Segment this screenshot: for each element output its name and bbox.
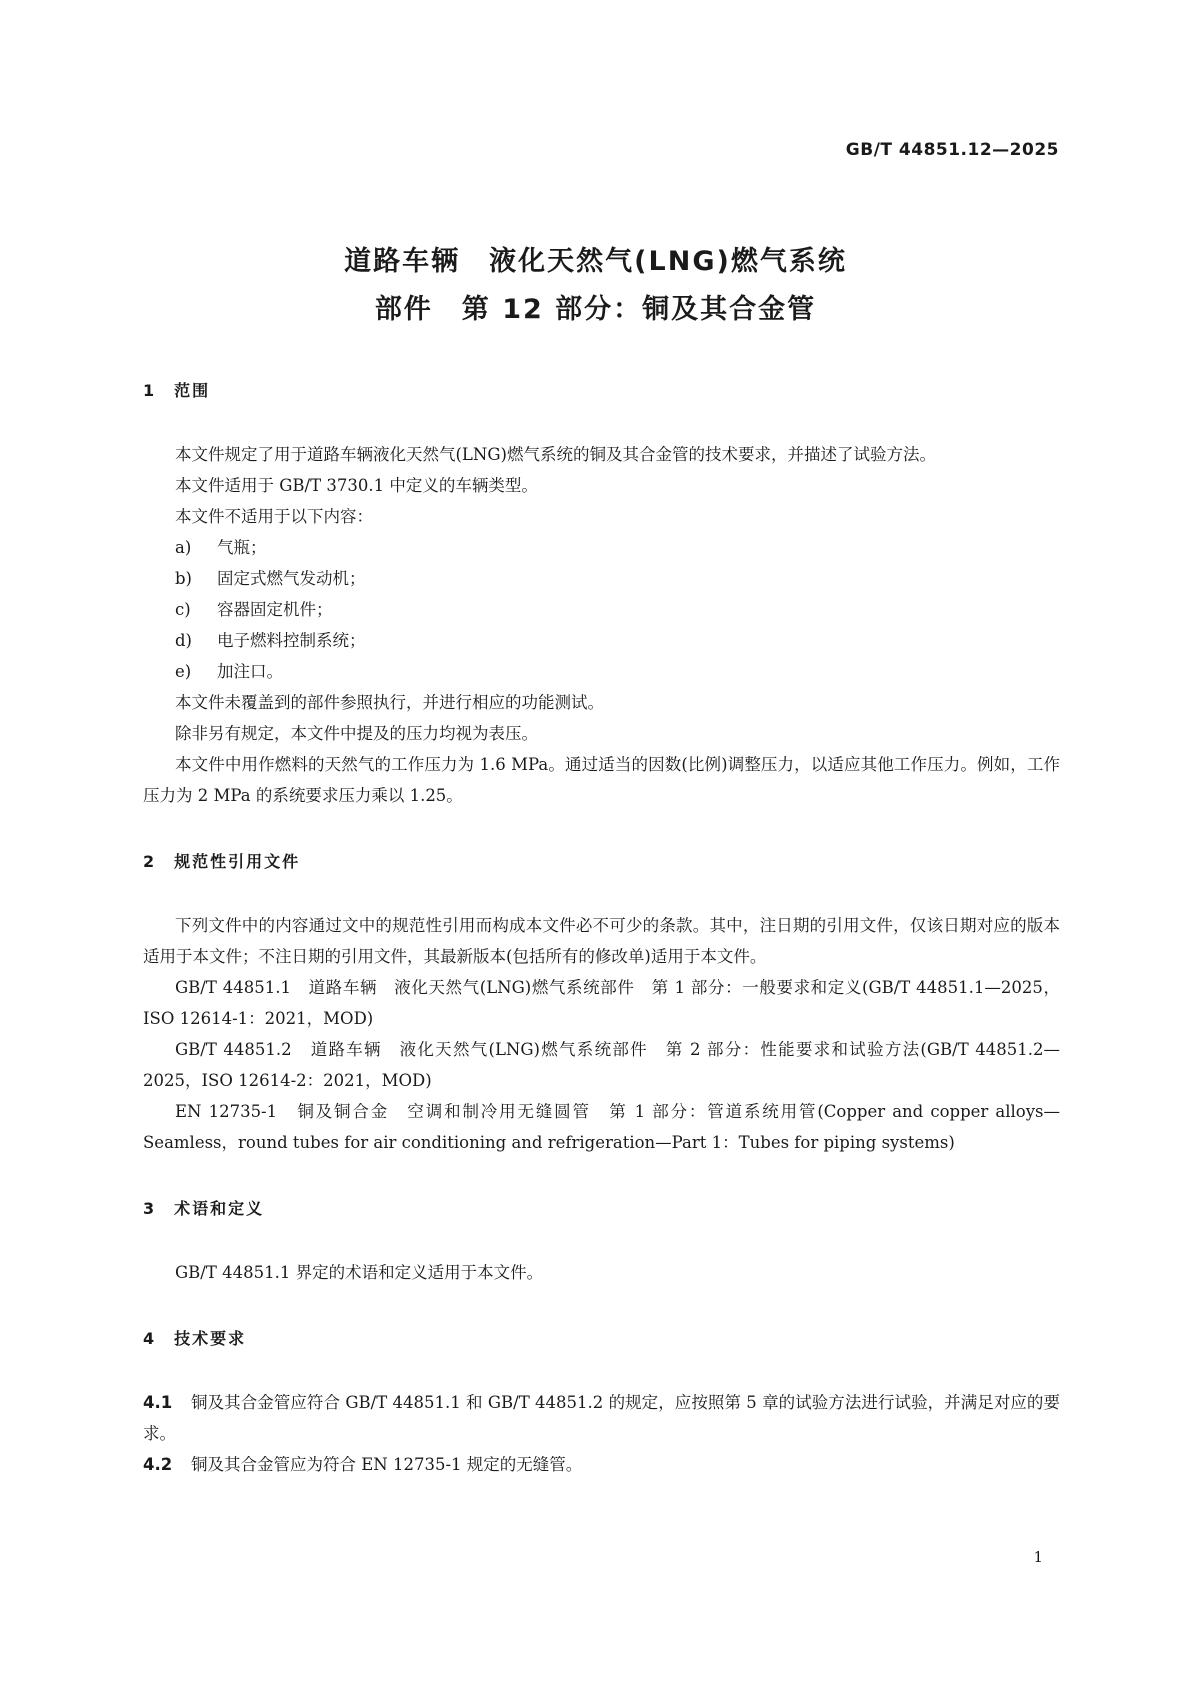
list-item-label: c): [175, 600, 191, 619]
list-item: [143, 656, 1060, 687]
paragraph: 下列文件中的内容通过文中的规范性引用而构成本文件必不可少的条款。其中，注日期的引用文件，仅该日期对应的版本适用于本文件；不注日期的引用文件，其最新版本(包括所有的修改单)适用于本文件。: [143, 916, 1060, 966]
list-item: [143, 532, 1060, 563]
clause-text: 铜及其合金管应符合 GB/T 44851.1 和 GB/T 44851.2 的规定，应按照第 5 章的试验方法进行试验，并满足对应的要求。: [143, 1393, 1060, 1443]
title-line-1: 道路车辆 液化天然气(LNG)燃气系统: [344, 246, 847, 277]
section-heading-technical-requirements: 4 技术要求: [143, 1329, 247, 1348]
list-item-label: e): [175, 662, 192, 681]
list-item-label: a): [175, 538, 192, 557]
clause: [143, 1449, 1060, 1480]
document-body: [143, 378, 1060, 1480]
list-item-text: 容器固定机件；: [217, 600, 333, 619]
section-heading-scope: 1 范围: [143, 381, 211, 400]
paragraph: 本文件适用于 GB/T 3730.1 中定义的车辆类型。: [175, 476, 538, 495]
list-item: [143, 594, 1060, 625]
reference-entry: EN 12735-1 铜及铜合金 空调和制冷用无缝圆管 第 1 部分：管道系统用管(Copper and copper alloys—Seamless，round tubes for air conditioning and refrigeration—Part 1：Tubes for piping systems): [143, 1102, 1060, 1152]
paragraph: 本文件未覆盖到的部件参照执行，并进行相应的功能测试。: [175, 693, 604, 712]
reference-entry: GB/T 44851.1 道路车辆 液化天然气(LNG)燃气系统部件 第 1 部分：一般要求和定义(GB/T 44851.1—2025，ISO 12614-1：2021，MOD): [143, 978, 1060, 1028]
list-item-text: 气瓶；: [217, 538, 267, 557]
section-heading-terms: 3 术语和定义: [143, 1199, 265, 1218]
paragraph: 本文件不适用于以下内容：: [175, 507, 373, 526]
paragraph: GB/T 44851.1 界定的术语和定义适用于本文件。: [175, 1263, 544, 1282]
paragraph: 除非另有规定，本文件中提及的压力均视为表压。: [175, 724, 538, 743]
list-item: [143, 563, 1060, 594]
document-title: [0, 238, 1191, 334]
clause-number: 4.2: [143, 1455, 173, 1474]
paragraph: 本文件规定了用于道路车辆液化天然气(LNG)燃气系统的铜及其合金管的技术要求，并描述了试验方法。: [175, 445, 936, 464]
list-item: [143, 625, 1060, 656]
list-item-label: b): [175, 569, 192, 588]
section-heading-normative-references: 2 规范性引用文件: [143, 852, 301, 871]
standard-number: GB/T 44851.12—2025: [845, 140, 1059, 160]
list-item-label: d): [175, 631, 192, 650]
clause: [143, 1387, 1060, 1449]
page-number: 1: [1033, 1548, 1043, 1566]
reference-entry: GB/T 44851.2 道路车辆 液化天然气(LNG)燃气系统部件 第 2 部分：性能要求和试验方法(GB/T 44851.2—2025，ISO 12614-2：2021，MOD): [143, 1040, 1060, 1090]
clause-number: 4.1: [143, 1393, 173, 1412]
list-item-text: 固定式燃气发动机；: [217, 569, 366, 588]
list-item-text: 电子燃料控制系统；: [217, 631, 366, 650]
paragraph: 本文件中用作燃料的天然气的工作压力为 1.6 MPa。通过适当的因数(比例)调整压力，以适应其他工作压力。例如，工作压力为 2 MPa 的系统要求压力乘以 1.25。: [143, 755, 1060, 805]
list-item-text: 加注口。: [217, 662, 283, 681]
title-line-2: 部件 第 12 部分：铜及其合金管: [374, 294, 817, 325]
clause-text: 铜及其合金管应为符合 EN 12735-1 规定的无缝管。: [191, 1455, 583, 1474]
